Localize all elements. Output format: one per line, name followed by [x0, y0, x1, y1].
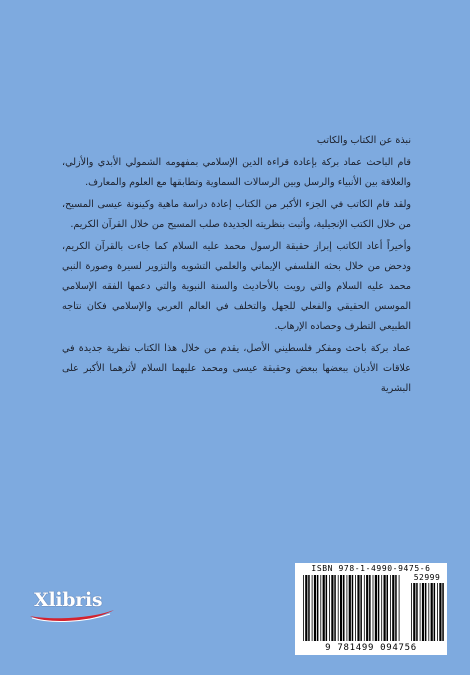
- book-blurb: [62, 131, 411, 401]
- isbn-label: ISBN 978-1-4990-9475-6: [311, 564, 431, 573]
- blurb-paragraph-1: قام الباحث عماد بركة بإعادة قراءة الدين الإسلامي بمفهومه الشمولي الأبدي والأزلي، والعلاقة بين الأنبياء والرسل وبين الرسالات السماوية وتطابقها مع العلوم والمعارف.: [62, 157, 411, 188]
- publisher-logo-text: Xlibris: [34, 589, 103, 611]
- publisher-logo: [26, 588, 118, 626]
- blurb-heading: نبذة عن الكتاب والكاتب: [316, 135, 411, 146]
- barcode-addon-digits: 52999: [413, 573, 441, 582]
- barcode-bars: [295, 573, 447, 643]
- isbn-barcode: [295, 563, 447, 655]
- barcode-ean-digits: 9 781499 094756: [325, 643, 417, 653]
- blurb-paragraph-4: عماد بركة باحث ومفكر فلسطيني الأصل، يقدم من خلال هذا الكتاب نظرية جديدة في علاقات الأديان ببعضها ببعض وحقيقة عيسى ومحمد عليهما السلام لأثرهما الأكبر على البشرية: [62, 343, 411, 394]
- blurb-paragraph-3: وأخيراً أعاد الكاتب إبراز حقيقة الرسول محمد عليه السلام كما جاءت بالقرآن الكريم، ودحض من خلال بحثه الفلسفي الإيماني والعلمي التشويه والتزوير لسيرة وصورة النبي محمد عليه السلام والتي رويت بالأحاديث والسنة النبوية والتي دعمها الفقه الإسلامي الموسس الحقيقي والفعلي للجهل والتخلف في العالم العربي والإسلامي فكان نتاجه الطبيعي التطرف وحصاده الإرهاب.: [62, 241, 411, 332]
- blurb-paragraph-2: ولقد قام الكاتب في الجزء الأكبر من الكتاب إعادة دراسة ماهية وكينونة عيسى المسيح، من خلال الكتب الإنجيلية، وأثبت بنظريته الجديدة صلب المسيح من خلال القرآن الكريم.: [62, 199, 411, 230]
